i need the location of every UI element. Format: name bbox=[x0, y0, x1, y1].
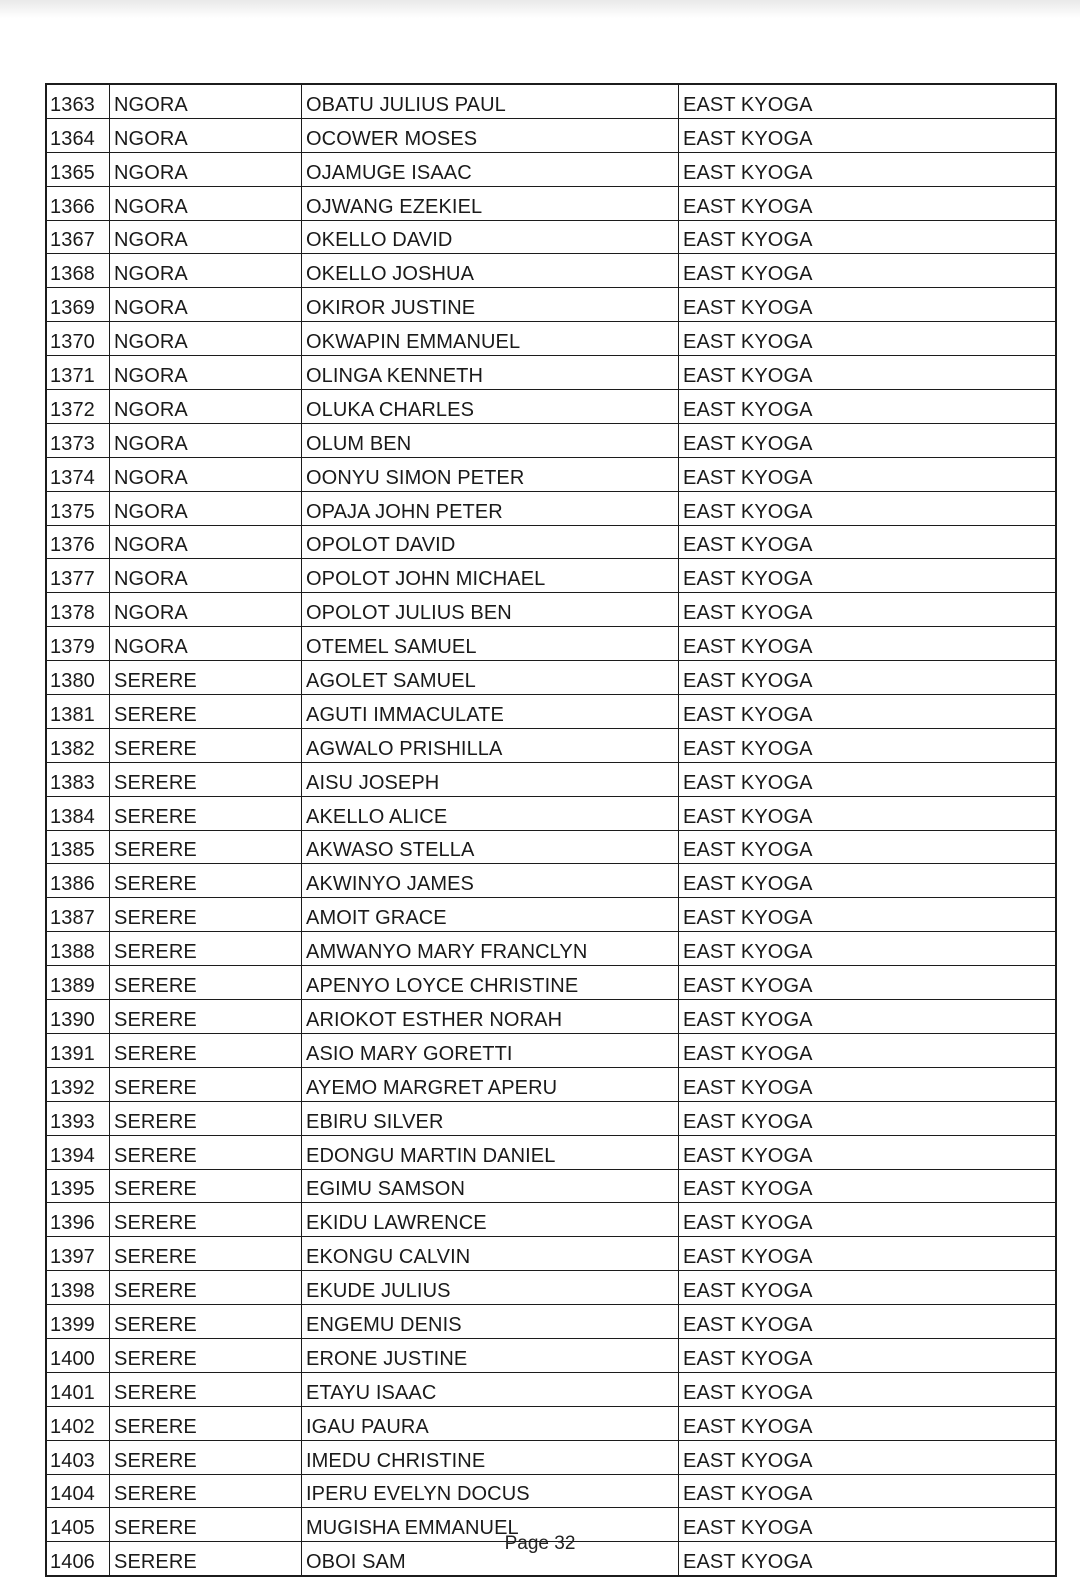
person-name-cell: EKONGU CALVIN bbox=[302, 1237, 679, 1271]
person-name-cell: AMWANYO MARY FRANCLYN bbox=[302, 932, 679, 966]
table-body bbox=[46, 84, 1056, 1576]
region-cell: EAST KYOGA bbox=[679, 1406, 1057, 1440]
district-cell: SERERE bbox=[110, 1033, 302, 1067]
row-number-cell: 1377 bbox=[46, 559, 110, 593]
table-row bbox=[46, 1372, 1056, 1406]
person-name-cell: OPOLOT JULIUS BEN bbox=[302, 593, 679, 627]
region-cell: EAST KYOGA bbox=[679, 1067, 1057, 1101]
table-row bbox=[46, 966, 1056, 1000]
district-cell: NGORA bbox=[110, 220, 302, 254]
row-number-cell: 1372 bbox=[46, 390, 110, 424]
person-name-cell: APENYO LOYCE CHRISTINE bbox=[302, 966, 679, 1000]
table-row bbox=[46, 491, 1056, 525]
person-name-cell: MUGISHA EMMANUEL bbox=[302, 1508, 679, 1542]
person-name-cell: OKELLO JOSHUA bbox=[302, 254, 679, 288]
person-name-cell: OLINGA KENNETH bbox=[302, 356, 679, 390]
person-name-cell: OKIROR JUSTINE bbox=[302, 288, 679, 322]
person-name-cell: AGUTI IMMACULATE bbox=[302, 695, 679, 729]
row-number-cell: 1402 bbox=[46, 1406, 110, 1440]
region-cell: EAST KYOGA bbox=[679, 118, 1057, 152]
row-number-cell: 1371 bbox=[46, 356, 110, 390]
names-table bbox=[45, 83, 1057, 1577]
district-cell: NGORA bbox=[110, 627, 302, 661]
district-cell: SERERE bbox=[110, 932, 302, 966]
table-row bbox=[46, 728, 1056, 762]
table-row bbox=[46, 1101, 1056, 1135]
table-row bbox=[46, 186, 1056, 220]
region-cell: EAST KYOGA bbox=[679, 1542, 1057, 1576]
row-number-cell: 1385 bbox=[46, 830, 110, 864]
district-cell: SERERE bbox=[110, 1169, 302, 1203]
table-row bbox=[46, 356, 1056, 390]
district-cell: SERERE bbox=[110, 1508, 302, 1542]
row-number-cell: 1374 bbox=[46, 457, 110, 491]
region-cell: EAST KYOGA bbox=[679, 966, 1057, 1000]
row-number-cell: 1364 bbox=[46, 118, 110, 152]
region-cell: EAST KYOGA bbox=[679, 220, 1057, 254]
region-cell: EAST KYOGA bbox=[679, 864, 1057, 898]
region-cell: EAST KYOGA bbox=[679, 254, 1057, 288]
region-cell: EAST KYOGA bbox=[679, 898, 1057, 932]
table-row bbox=[46, 1440, 1056, 1474]
region-cell: EAST KYOGA bbox=[679, 84, 1057, 118]
table-row bbox=[46, 695, 1056, 729]
person-name-cell: OPOLOT DAVID bbox=[302, 525, 679, 559]
district-cell: SERERE bbox=[110, 1000, 302, 1034]
person-name-cell: AGWALO PRISHILLA bbox=[302, 728, 679, 762]
district-cell: SERERE bbox=[110, 1237, 302, 1271]
person-name-cell: OONYU SIMON PETER bbox=[302, 457, 679, 491]
row-number-cell: 1389 bbox=[46, 966, 110, 1000]
row-number-cell: 1369 bbox=[46, 288, 110, 322]
row-number-cell: 1387 bbox=[46, 898, 110, 932]
person-name-cell: OKELLO DAVID bbox=[302, 220, 679, 254]
person-name-cell: OBOI SAM bbox=[302, 1542, 679, 1576]
table-row bbox=[46, 220, 1056, 254]
district-cell: NGORA bbox=[110, 457, 302, 491]
region-cell: EAST KYOGA bbox=[679, 1305, 1057, 1339]
person-name-cell: ETAYU ISAAC bbox=[302, 1372, 679, 1406]
table-row bbox=[46, 1067, 1056, 1101]
district-cell: SERERE bbox=[110, 1474, 302, 1508]
district-cell: NGORA bbox=[110, 525, 302, 559]
person-name-cell: OKWAPIN EMMANUEL bbox=[302, 322, 679, 356]
person-name-cell: EKIDU LAWRENCE bbox=[302, 1203, 679, 1237]
district-cell: SERERE bbox=[110, 1101, 302, 1135]
table-row bbox=[46, 1169, 1056, 1203]
region-cell: EAST KYOGA bbox=[679, 1508, 1057, 1542]
district-cell: SERERE bbox=[110, 762, 302, 796]
table-row bbox=[46, 423, 1056, 457]
row-number-cell: 1373 bbox=[46, 423, 110, 457]
person-name-cell: AGOLET SAMUEL bbox=[302, 661, 679, 695]
row-number-cell: 1363 bbox=[46, 84, 110, 118]
person-name-cell: AISU JOSEPH bbox=[302, 762, 679, 796]
person-name-cell: AKWINYO JAMES bbox=[302, 864, 679, 898]
region-cell: EAST KYOGA bbox=[679, 186, 1057, 220]
person-name-cell: OJWANG EZEKIEL bbox=[302, 186, 679, 220]
district-cell: NGORA bbox=[110, 118, 302, 152]
person-name-cell: AYEMO MARGRET APERU bbox=[302, 1067, 679, 1101]
person-name-cell: OTEMEL SAMUEL bbox=[302, 627, 679, 661]
district-cell: SERERE bbox=[110, 830, 302, 864]
table-row bbox=[46, 559, 1056, 593]
region-cell: EAST KYOGA bbox=[679, 830, 1057, 864]
region-cell: EAST KYOGA bbox=[679, 1169, 1057, 1203]
row-number-cell: 1378 bbox=[46, 593, 110, 627]
scan-edge-shadow bbox=[0, 0, 1080, 18]
district-cell: SERERE bbox=[110, 796, 302, 830]
region-cell: EAST KYOGA bbox=[679, 423, 1057, 457]
row-number-cell: 1400 bbox=[46, 1338, 110, 1372]
table-row bbox=[46, 661, 1056, 695]
row-number-cell: 1399 bbox=[46, 1305, 110, 1339]
table-row bbox=[46, 254, 1056, 288]
table-row bbox=[46, 118, 1056, 152]
district-cell: NGORA bbox=[110, 559, 302, 593]
district-cell: NGORA bbox=[110, 356, 302, 390]
person-name-cell: EGIMU SAMSON bbox=[302, 1169, 679, 1203]
row-number-cell: 1390 bbox=[46, 1000, 110, 1034]
district-cell: SERERE bbox=[110, 966, 302, 1000]
district-cell: SERERE bbox=[110, 1542, 302, 1576]
table-row bbox=[46, 525, 1056, 559]
district-cell: SERERE bbox=[110, 1203, 302, 1237]
person-name-cell: OBATU JULIUS PAUL bbox=[302, 84, 679, 118]
region-cell: EAST KYOGA bbox=[679, 762, 1057, 796]
row-number-cell: 1365 bbox=[46, 152, 110, 186]
row-number-cell: 1403 bbox=[46, 1440, 110, 1474]
row-number-cell: 1396 bbox=[46, 1203, 110, 1237]
row-number-cell: 1394 bbox=[46, 1135, 110, 1169]
table-row bbox=[46, 932, 1056, 966]
person-name-cell: OPOLOT JOHN MICHAEL bbox=[302, 559, 679, 593]
row-number-cell: 1370 bbox=[46, 322, 110, 356]
region-cell: EAST KYOGA bbox=[679, 932, 1057, 966]
row-number-cell: 1383 bbox=[46, 762, 110, 796]
table-row bbox=[46, 1203, 1056, 1237]
table-row bbox=[46, 1474, 1056, 1508]
row-number-cell: 1406 bbox=[46, 1542, 110, 1576]
person-name-cell: ARIOKOT ESTHER NORAH bbox=[302, 1000, 679, 1034]
district-cell: SERERE bbox=[110, 1305, 302, 1339]
region-cell: EAST KYOGA bbox=[679, 728, 1057, 762]
page-number: Page 32 bbox=[504, 1533, 576, 1554]
region-cell: EAST KYOGA bbox=[679, 152, 1057, 186]
region-cell: EAST KYOGA bbox=[679, 661, 1057, 695]
person-name-cell: EDONGU MARTIN DANIEL bbox=[302, 1135, 679, 1169]
table-row bbox=[46, 1305, 1056, 1339]
table-row bbox=[46, 1406, 1056, 1440]
table-row bbox=[46, 1033, 1056, 1067]
table-row bbox=[46, 1271, 1056, 1305]
row-number-cell: 1368 bbox=[46, 254, 110, 288]
row-number-cell: 1379 bbox=[46, 627, 110, 661]
district-cell: NGORA bbox=[110, 152, 302, 186]
person-name-cell: AKELLO ALICE bbox=[302, 796, 679, 830]
district-cell: NGORA bbox=[110, 186, 302, 220]
table-row bbox=[46, 627, 1056, 661]
row-number-cell: 1384 bbox=[46, 796, 110, 830]
region-cell: EAST KYOGA bbox=[679, 1338, 1057, 1372]
person-name-cell: EBIRU SILVER bbox=[302, 1101, 679, 1135]
person-name-cell: AKWASO STELLA bbox=[302, 830, 679, 864]
region-cell: EAST KYOGA bbox=[679, 1135, 1057, 1169]
region-cell: EAST KYOGA bbox=[679, 457, 1057, 491]
region-cell: EAST KYOGA bbox=[679, 1101, 1057, 1135]
district-cell: NGORA bbox=[110, 288, 302, 322]
row-number-cell: 1376 bbox=[46, 525, 110, 559]
person-name-cell: ENGEMU DENIS bbox=[302, 1305, 679, 1339]
person-name-cell: OJAMUGE ISAAC bbox=[302, 152, 679, 186]
row-number-cell: 1393 bbox=[46, 1101, 110, 1135]
row-number-cell: 1405 bbox=[46, 1508, 110, 1542]
district-cell: NGORA bbox=[110, 254, 302, 288]
row-number-cell: 1381 bbox=[46, 695, 110, 729]
table-row bbox=[46, 830, 1056, 864]
row-number-cell: 1397 bbox=[46, 1237, 110, 1271]
table-row bbox=[46, 322, 1056, 356]
district-cell: SERERE bbox=[110, 695, 302, 729]
district-cell: NGORA bbox=[110, 322, 302, 356]
row-number-cell: 1367 bbox=[46, 220, 110, 254]
row-number-cell: 1382 bbox=[46, 728, 110, 762]
region-cell: EAST KYOGA bbox=[679, 627, 1057, 661]
district-cell: SERERE bbox=[110, 728, 302, 762]
row-number-cell: 1375 bbox=[46, 491, 110, 525]
district-cell: NGORA bbox=[110, 593, 302, 627]
region-cell: EAST KYOGA bbox=[679, 356, 1057, 390]
district-cell: NGORA bbox=[110, 423, 302, 457]
table-row bbox=[46, 457, 1056, 491]
row-number-cell: 1401 bbox=[46, 1372, 110, 1406]
person-name-cell: OLUM BEN bbox=[302, 423, 679, 457]
person-name-cell: ASIO MARY GORETTI bbox=[302, 1033, 679, 1067]
region-cell: EAST KYOGA bbox=[679, 525, 1057, 559]
region-cell: EAST KYOGA bbox=[679, 559, 1057, 593]
region-cell: EAST KYOGA bbox=[679, 695, 1057, 729]
row-number-cell: 1391 bbox=[46, 1033, 110, 1067]
row-number-cell: 1386 bbox=[46, 864, 110, 898]
row-number-cell: 1380 bbox=[46, 661, 110, 695]
district-cell: SERERE bbox=[110, 1406, 302, 1440]
table-row bbox=[46, 796, 1056, 830]
region-cell: EAST KYOGA bbox=[679, 1237, 1057, 1271]
region-cell: EAST KYOGA bbox=[679, 288, 1057, 322]
table-row bbox=[46, 898, 1056, 932]
person-name-cell: IMEDU CHRISTINE bbox=[302, 1440, 679, 1474]
person-name-cell: EKUDE JULIUS bbox=[302, 1271, 679, 1305]
row-number-cell: 1395 bbox=[46, 1169, 110, 1203]
district-cell: NGORA bbox=[110, 491, 302, 525]
table-row bbox=[46, 288, 1056, 322]
district-cell: SERERE bbox=[110, 1338, 302, 1372]
district-cell: SERERE bbox=[110, 898, 302, 932]
row-number-cell: 1392 bbox=[46, 1067, 110, 1101]
table-row bbox=[46, 152, 1056, 186]
table-row bbox=[46, 1000, 1056, 1034]
region-cell: EAST KYOGA bbox=[679, 1474, 1057, 1508]
region-cell: EAST KYOGA bbox=[679, 593, 1057, 627]
table-row bbox=[46, 1135, 1056, 1169]
row-number-cell: 1404 bbox=[46, 1474, 110, 1508]
region-cell: EAST KYOGA bbox=[679, 1203, 1057, 1237]
table-row bbox=[46, 84, 1056, 118]
person-name-cell: OLUKA CHARLES bbox=[302, 390, 679, 424]
district-cell: SERERE bbox=[110, 864, 302, 898]
person-name-cell: AMOIT GRACE bbox=[302, 898, 679, 932]
row-number-cell: 1388 bbox=[46, 932, 110, 966]
district-cell: SERERE bbox=[110, 1135, 302, 1169]
region-cell: EAST KYOGA bbox=[679, 1033, 1057, 1067]
table-row bbox=[46, 762, 1056, 796]
table-row bbox=[46, 390, 1056, 424]
district-cell: SERERE bbox=[110, 1372, 302, 1406]
region-cell: EAST KYOGA bbox=[679, 1372, 1057, 1406]
table-row bbox=[46, 1338, 1056, 1372]
table-row bbox=[46, 1237, 1056, 1271]
person-name-cell: IPERU EVELYN DOCUS bbox=[302, 1474, 679, 1508]
region-cell: EAST KYOGA bbox=[679, 1000, 1057, 1034]
district-cell: SERERE bbox=[110, 661, 302, 695]
district-cell: SERERE bbox=[110, 1440, 302, 1474]
district-cell: SERERE bbox=[110, 1271, 302, 1305]
region-cell: EAST KYOGA bbox=[679, 1271, 1057, 1305]
district-cell: SERERE bbox=[110, 1067, 302, 1101]
person-name-cell: ERONE JUSTINE bbox=[302, 1338, 679, 1372]
person-name-cell: IGAU PAURA bbox=[302, 1406, 679, 1440]
person-name-cell: OCOWER MOSES bbox=[302, 118, 679, 152]
region-cell: EAST KYOGA bbox=[679, 796, 1057, 830]
region-cell: EAST KYOGA bbox=[679, 1440, 1057, 1474]
row-number-cell: 1398 bbox=[46, 1271, 110, 1305]
row-number-cell: 1366 bbox=[46, 186, 110, 220]
person-name-cell: OPAJA JOHN PETER bbox=[302, 491, 679, 525]
region-cell: EAST KYOGA bbox=[679, 322, 1057, 356]
region-cell: EAST KYOGA bbox=[679, 491, 1057, 525]
table-row bbox=[46, 593, 1056, 627]
district-cell: NGORA bbox=[110, 390, 302, 424]
table-row bbox=[46, 864, 1056, 898]
district-cell: NGORA bbox=[110, 84, 302, 118]
region-cell: EAST KYOGA bbox=[679, 390, 1057, 424]
